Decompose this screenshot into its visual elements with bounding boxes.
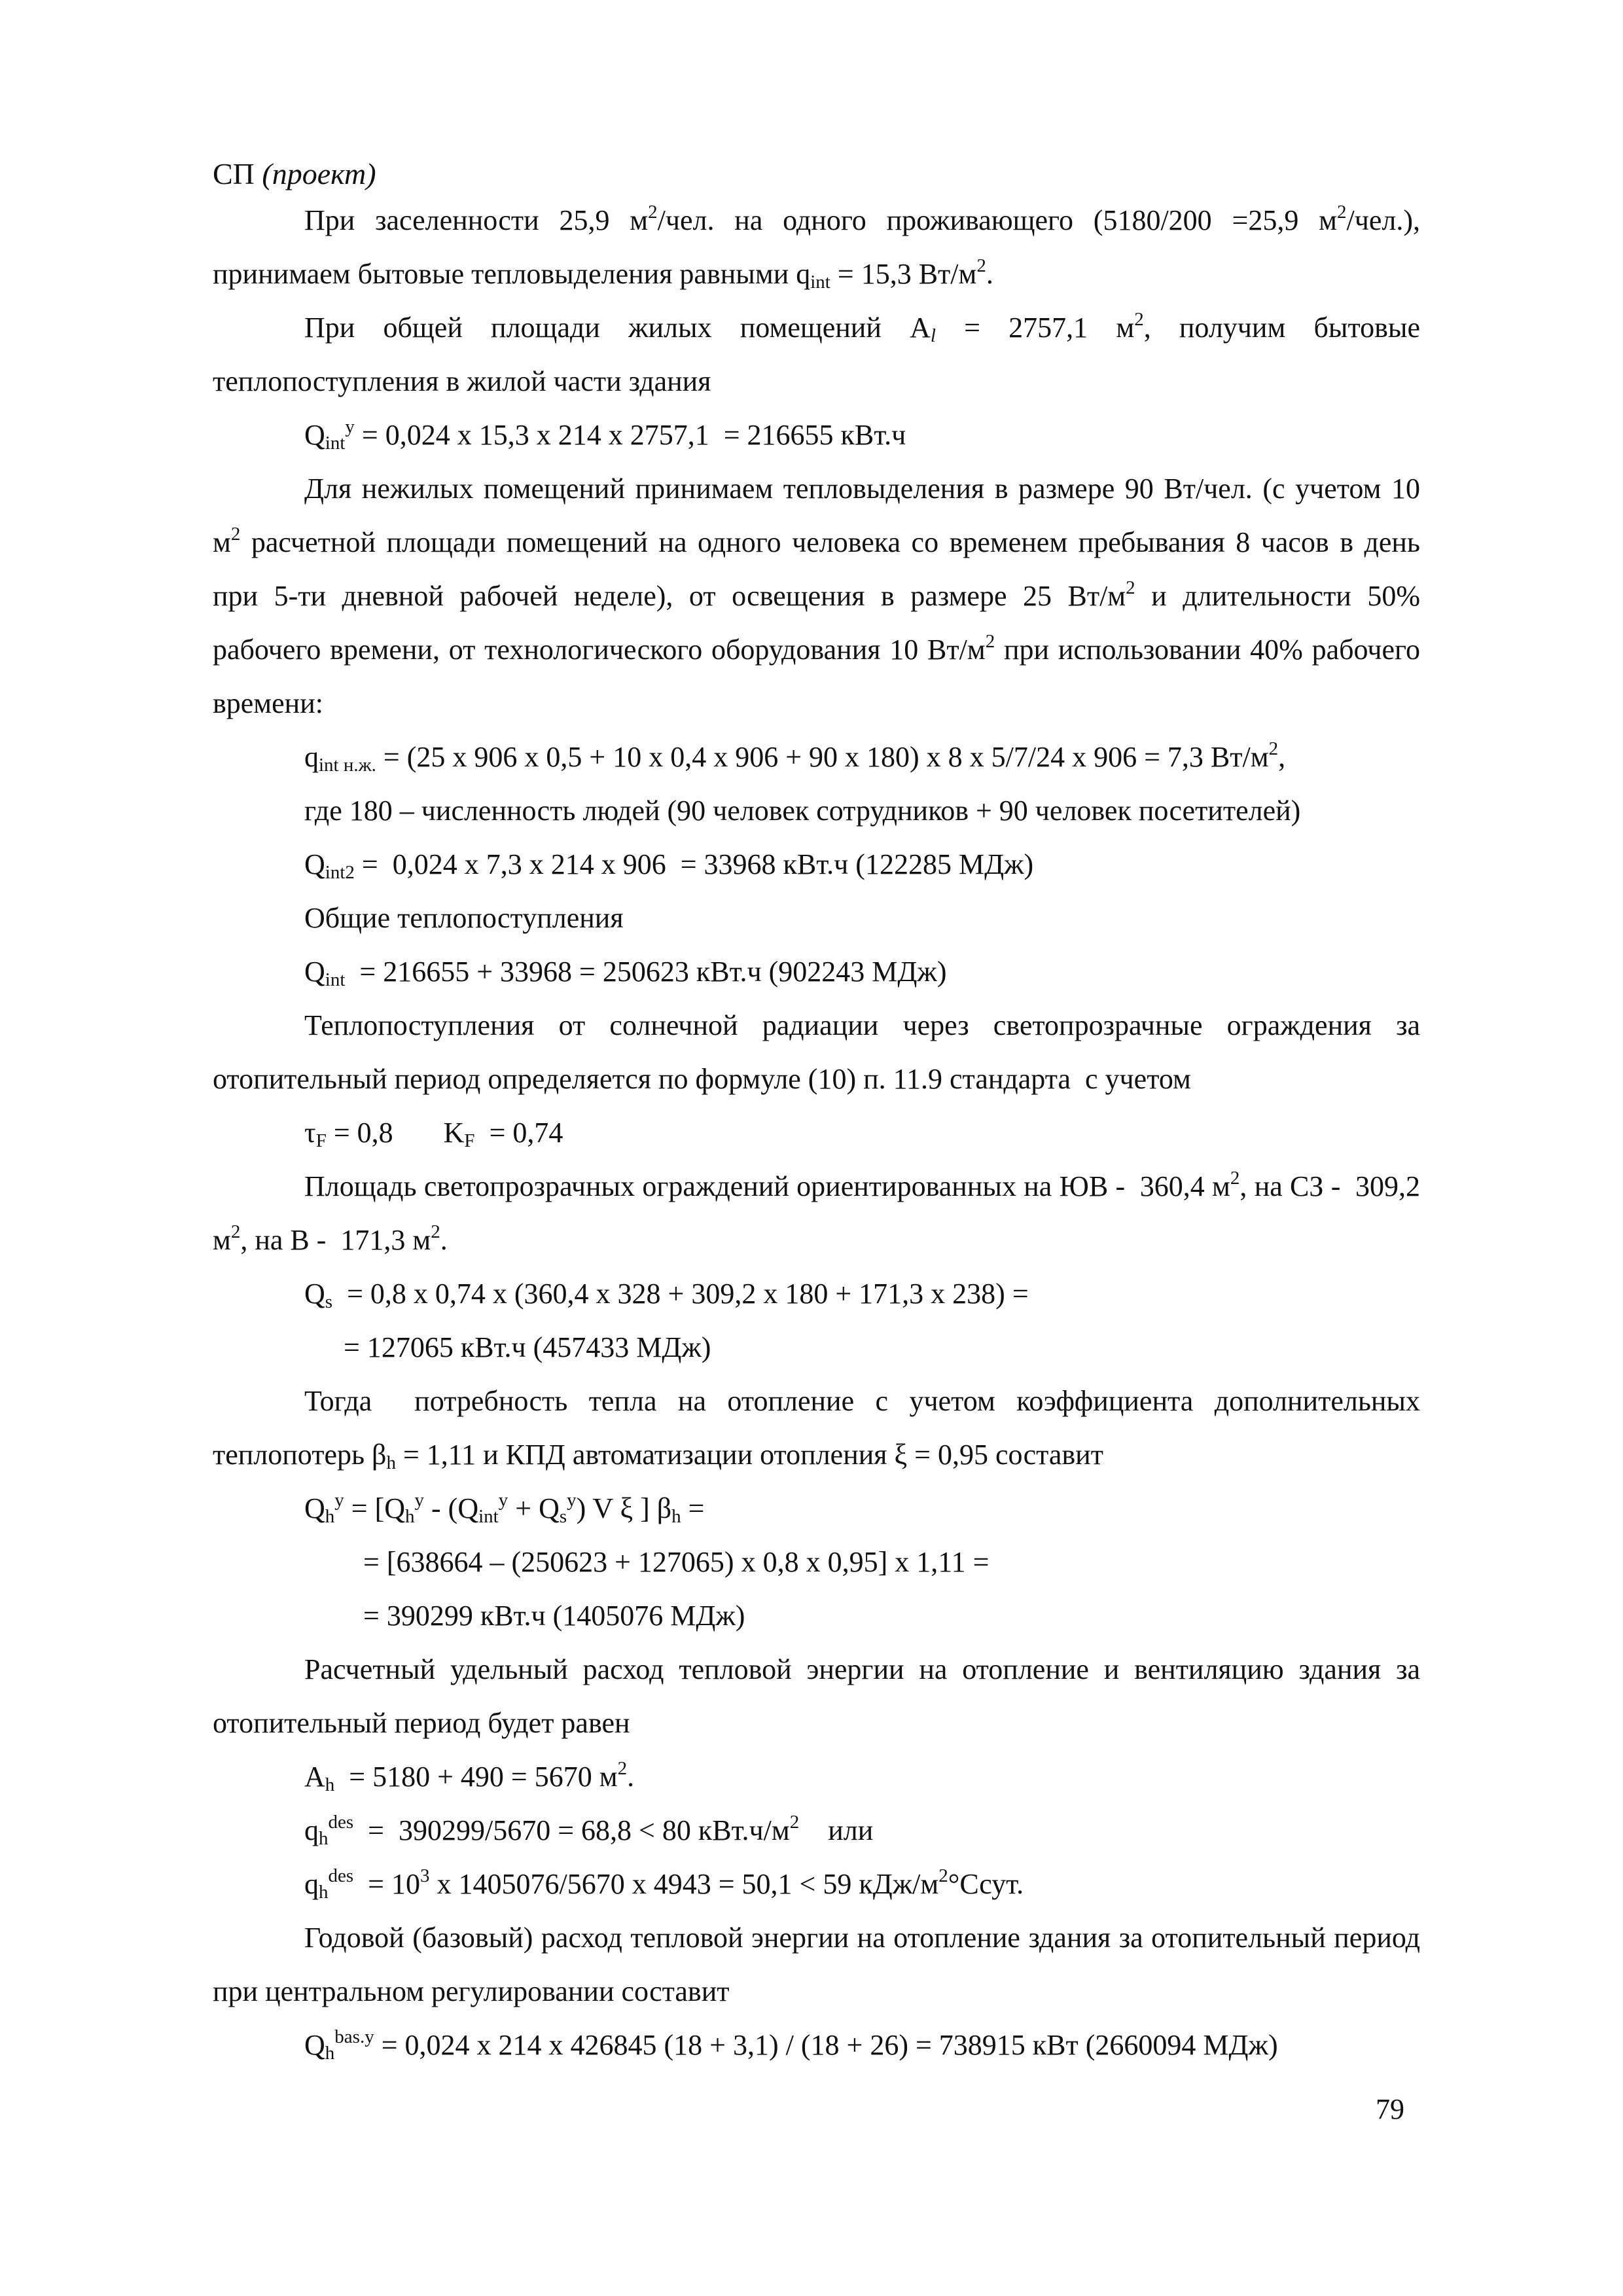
formula-line: = [638664 – (250623 + 127065) х 0,8 х 0,95] х 1,11 = xyxy=(363,1546,990,1578)
formula-line: $Q_h^y = [Q_h^y - (Q_{int}^y + Q_s^y)$ V ξ ] $\beta_h$ = xyxy=(304,1490,705,1527)
header-code: СП xyxy=(213,157,262,190)
formula-line: $Q_{int} = 216655 + 33968 = 250623$ кВт.ч (902243 МДж) xyxy=(304,956,947,990)
page-number: 79 xyxy=(1376,2093,1404,2125)
formula-line: $Q_s = 0,8$ х 0,74 х (360,4 х 328 + 309,2 х 180 + 171,3 х 238) = xyxy=(304,1278,1029,1312)
header-status: (проект) xyxy=(262,157,376,190)
formula-line: где 180 – численность людей (90 человек сотрудников + 90 человек посетителей) xyxy=(304,795,1301,827)
paragraph: Годовой (базовый) расход тепловой энергии на отопление здания за отопительный период при центральном регулировании составит xyxy=(213,1922,1420,2007)
page-header xyxy=(213,154,376,194)
paragraph: Площадь светопрозрачных ограждений ориентированных на ЮВ - 360,4 $м^2$, на СЗ - 309,2 $м^2$, на В - 171,3 $м^2$. xyxy=(213,1168,1420,1256)
formula-line: $\tau_F = 0,8$ $K_F = 0,74$ xyxy=(304,1117,563,1151)
paragraph: При заселенности 25,9 $м^2$/чел. на одного проживающего (5180/200 =25,9 $м^2/чел$.), принимаем бытовые тепловыделения равными $q_{int} = 15,3$ $Вт/м^2$. xyxy=(213,202,1420,293)
paragraph: Расчетный удельный расход тепловой энергии на отопление и вентиляцию здания за отопительный период будет равен xyxy=(213,1653,1420,1739)
paragraph: При общей площади жилых помещений $A_l = 2757,1$ $м^2$, получим бытовые теплопоступления в жилой части здания xyxy=(213,309,1420,397)
formula-line: $q_h^{des} = 10^3$ х 1405076/5670 х 4943 = 50,1 < 59 кДж/$м^2^\circ Ссут$. xyxy=(304,1865,1024,1903)
formula-line: = 390299 кВт.ч (1405076 МДж) xyxy=(363,1600,745,1632)
paragraph: Тогда потребность тепла на отопление с учетом коэффициента дополнительных теплопотерь $\beta_h = 1,11$ и КПД автоматизации отопления ξ = 0,95 составит xyxy=(213,1385,1420,1473)
formula-line: $A_h = 5180 + 490 = 5670$ $м^2$. xyxy=(304,1758,635,1795)
formula-line: $Q_{int2} = 0,024$ х 7,3 х 214 х 906 = 33968 кВт.ч (122285 МДж) xyxy=(304,848,1034,883)
formula-line: = 127065 кВт.ч (457433 МДж) xyxy=(344,1331,711,1363)
formula-line: Общие теплопоступления xyxy=(304,902,624,934)
paragraph: Для нежилых помещений принимаем тепловыделения в размере 90 Вт/чел. (с учетом 10 $м^2$ расчетной площади помещений на одного человека со временем пребывания 8 часов в день при 5-ти дневной рабочей неделе), от освещения в размере 25 $Вт/м^2$ и длительности 50% рабочего времени, от технологического оборудования 10 $Вт/м^2$ при использовании 40% рабочего времени: xyxy=(213,473,1420,719)
main-text xyxy=(213,194,1420,2072)
formula-line: $Q_h^{bas.y} = 0,024$ х 214 х 426845 (18 + 3,1) / (18 + 26) = 738915 кВт (2660094 МДж) xyxy=(304,2026,1278,2064)
formula-line: $q_h^{des} = 390299/5670 = 68,8 < 80$ $кВт.ч/м^2$ или xyxy=(304,1812,874,1849)
formula-line: $q_{int н.ж.} = (25$ х 906 х 0,5 + 10 х 0,4 х 906 + 90 х 180) х 8 х 5/7/24 х 906 = 7,3 $Вт/м^2$, xyxy=(304,738,1286,776)
formula-line: $Q_{int}^y = 0,024$ х 15,3 х 214 х 2757,1 = 216655 кВт.ч xyxy=(304,416,906,454)
paragraph: Теплопоступления от солнечной радиации через светопрозрачные ограждения за отопительный период определяется по формуле (10) п. 11.9 стандарта с учетом xyxy=(213,1009,1420,1095)
